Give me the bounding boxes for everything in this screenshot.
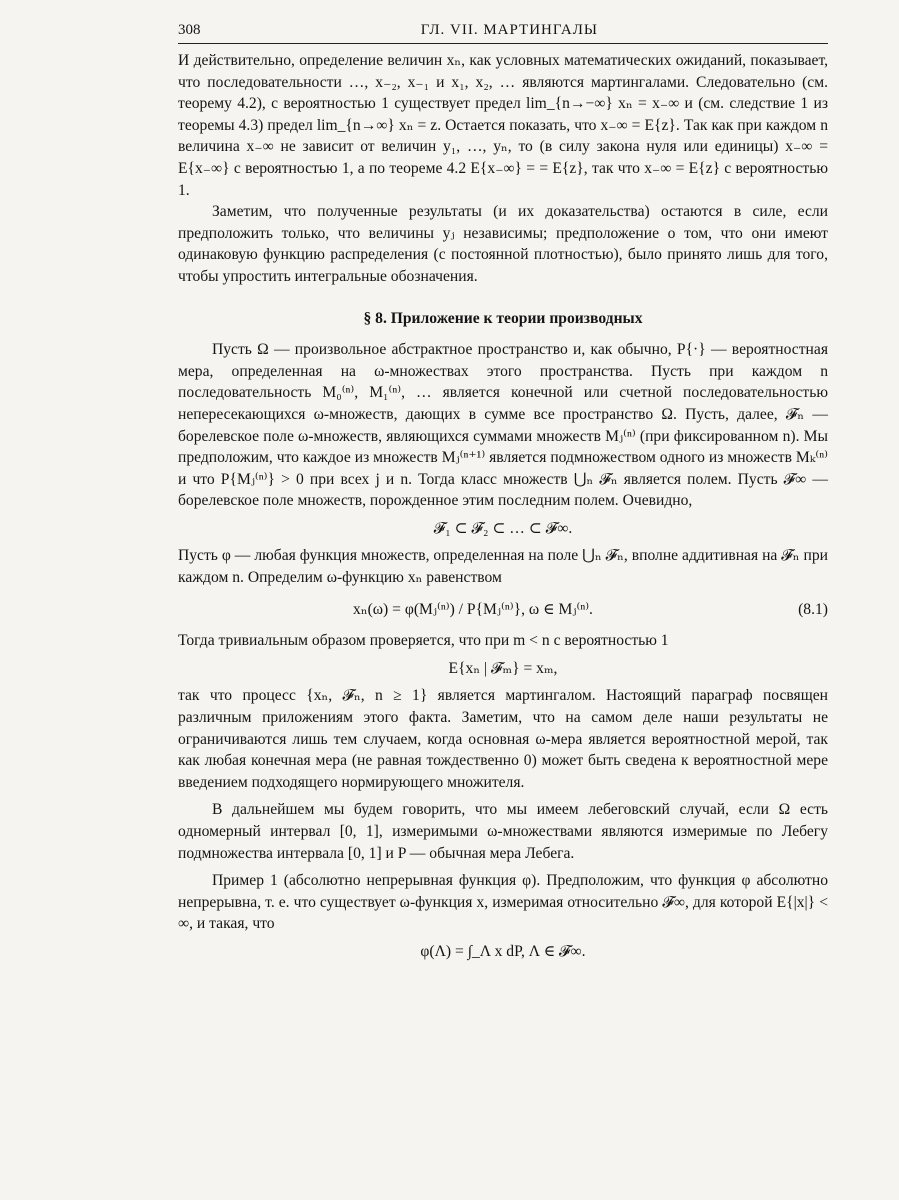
paragraph: Пример 1 (абсолютно непрерывная функция φ). Предположим, что функция φ абсолютно непрерывна, т. е. что существует ω-функция x, измеримая относительно 𝓕∞, для которой E{|x|} < ∞, и такая, что: [178, 872, 828, 933]
page-header: [178, 22, 828, 44]
formula: E{xₙ | 𝓕ₘ} = xₘ,: [448, 659, 558, 677]
equation-row: [178, 599, 828, 621]
formula: φ(Λ) = ∫_Λ x dP, Λ ∈ 𝓕∞.: [420, 942, 586, 960]
paragraph: В дальнейшем мы будем говорить, что мы имеем лебеговский случай, если Ω есть одномерный интервал [0, 1], измеримыми ω-множествами являются измеримые по Лебегу подмножества интервала [0, 1] и P — обычная мера Лебега.: [178, 801, 828, 862]
book-page: [178, 22, 828, 969]
paragraph: Пусть Ω — произвольное абстрактное пространство и, как обычно, P{·} — вероятностная мера, определенная на ω-множествах этого пространства. Пусть при каждом n последовательность M₀⁽ⁿ⁾, M₁⁽ⁿ⁾, … является конечной или счетной последовательностью непересекающихся ω-множеств, дающих в сумме все пространство Ω. Пусть, далее, 𝓕ₙ — борелевское поле ω-множеств, являющихся суммами множеств Mⱼ⁽ⁿ⁾ (при фиксированном n). Мы предположим, что каждое из множеств Mⱼ⁽ⁿ⁺¹⁾ является подмножеством одного из множеств Mₖ⁽ⁿ⁾ и что P{Mⱼ⁽ⁿ⁾} > 0 при всех j и n. Тогда класс множеств ⋃ₙ 𝓕ₙ является полем. Пусть 𝓕∞ — борелевское поле множеств, порожденное этим последним полем. Очевидно,: [178, 341, 828, 510]
paragraph: Пусть φ — любая функция множеств, определенная на поле ⋃ₙ 𝓕ₙ, вполне аддитивная на 𝓕ₙ при каждом n. Определим ω-функцию xₙ равенством: [178, 547, 828, 587]
page-number: 308: [178, 22, 201, 38]
chapter-title: ГЛ. VII. МАРТИНГАЛЫ: [420, 22, 598, 38]
paragraph: Заметим, что полученные результаты (и их доказательства) остаются в силе, если предположить только, что величины yⱼ независимы; предположение о том, что они имеют одинаковую функцию распределения (с постоянной плотностью), было принято лишь для того, чтобы упростить интегральные обозначения.: [178, 203, 828, 285]
equation-number: (8.1): [798, 600, 828, 618]
formula: 𝓕₁ ⊂ 𝓕₂ ⊂ … ⊂ 𝓕∞.: [433, 519, 573, 537]
paragraph: И действительно, определение величин xₙ, как условных математических ожиданий, показывает, что последовательности …, x₋₂, x₋₁ и x₁, x₂, … являются мартингалами. Следовательно (см. теорему 4.2), с вероятностью 1 существует предел lim_{n→−∞} xₙ = x₋∞ и (см. следствие 1 из теоремы 4.3) предел lim_{n→∞} xₙ = z. Остается показать, что x₋∞ = E{z}. Так как при каждом n величина x₋∞ не зависит от величин y₁, …, yₙ, то (в силу закона нуля или единицы) x₋∞ = E{x₋∞} с вероятностью 1, а по теореме 4.2 E{x₋∞} = = E{z}, так что x₋∞ = E{z} с вероятностью 1.: [178, 52, 828, 199]
formula: xₙ(ω) = φ(Mⱼ⁽ⁿ⁾) / P{Mⱼ⁽ⁿ⁾}, ω ∈ Mⱼ⁽ⁿ⁾.: [353, 600, 593, 618]
page-body: [178, 44, 828, 963]
paragraph: Тогда тривиальным образом проверяется, что при m < n с вероятностью 1: [178, 632, 669, 650]
section-title: § 8. Приложение к теории производных: [363, 309, 643, 327]
paragraph: так что процесс {xₙ, 𝓕ₙ, n ≥ 1} является мартингалом. Настоящий параграф посвящен различным приложениям этого факта. Заметим, что на самом деле наши результаты не ограничиваются лишь тем случаем, когда основная ω-мера является вероятностной мерой, так как любая конечная мера (не равная тождественно 0) может быть сведена к вероятностной мере введением подходящего нормирующего множителя.: [178, 687, 828, 791]
